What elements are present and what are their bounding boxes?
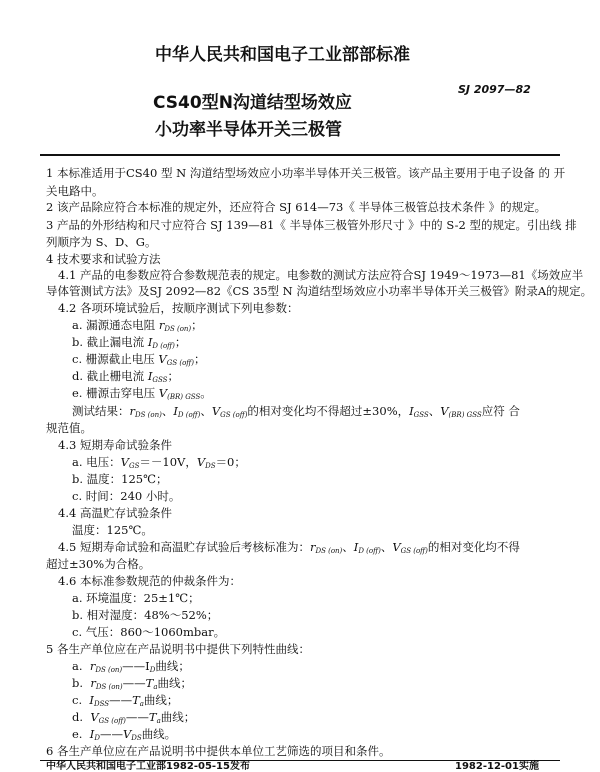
test-result-line1: 测试结果：$r_{DS (on)}$、$I_{D (off)}$、$V_{GS (off)}$的相对变化均不得超过±30%，$I_{GSS}$、$V_{(BR) GSS}$应符 合 bbox=[72, 404, 520, 419]
clause-4-1-line2: 导体管测试方法》及SJ 2092—82《CS 35型 N 沟道结型场效应小功率半导体开关三极管》附录A的规定。 bbox=[46, 284, 593, 298]
life-test-temperature: b. 温度：125℃； bbox=[72, 472, 168, 486]
issuer-title: 中华人民共和国电子工业部部标准 bbox=[155, 45, 410, 65]
storage-temperature: 温度：125℃。 bbox=[72, 523, 153, 537]
life-test-time: c. 时间：240 小时。 bbox=[72, 489, 181, 503]
clause-4: 4 技术要求和试验方法 bbox=[46, 252, 161, 266]
clause-1-line2: 关电路中。 bbox=[46, 184, 104, 198]
clause-3-line2: 列顺序为 S、D、G。 bbox=[46, 235, 157, 249]
curve-e: e. $I_D——V_{DS}$曲线。 bbox=[72, 727, 177, 742]
param-e: e. 栅源击穿电压 $V_{(BR) GSS}$。 bbox=[72, 386, 212, 401]
effective-date: 1982-12-01实施 bbox=[455, 761, 539, 772]
clause-3-line1: 3 产品的外形结构和尺寸应符合 SJ 139—81《 半导体三极管外形尺寸 》中的 S-2 型的规定。引出线 排 bbox=[46, 218, 577, 232]
arbitration-humidity: b. 相对湿度：48%～52%； bbox=[72, 608, 219, 622]
param-d: d. 截止栅电流 $I_{GSS}$； bbox=[72, 369, 179, 384]
param-b: b. 截止漏电流 $I_{D (off)}$； bbox=[72, 335, 187, 350]
clause-2: 2 该产品除应符合本标准的规定外，还应符合 SJ 614—73《 半导体三极管总技术条件 》的规定。 bbox=[46, 200, 547, 214]
clause-1-line1: 1 本标准适用于CS40 型 N 沟道结型场效应小功率半导体开关三极管。该产品主要用于电子设备 的 开 bbox=[46, 166, 566, 180]
curve-a: a. $r_{DS (on)}——I_D$曲线； bbox=[72, 659, 190, 674]
clause-4-4: 4.4 高温贮存试验条件 bbox=[58, 506, 172, 520]
curve-d: d. $V_{GS (off)}——T_a$曲线； bbox=[72, 710, 196, 725]
clause-4-5-line2: 超过±30%为合格。 bbox=[46, 557, 151, 571]
document-title-line1: CS40型N沟道结型场效应 bbox=[153, 93, 352, 113]
life-test-voltage: a. 电压：$V_{GS}=-10V$，$V_{DS}=0$； bbox=[72, 455, 246, 470]
test-result-line2: 规范值。 bbox=[46, 421, 92, 435]
arbitration-pressure: c. 气压：860～1060mbar。 bbox=[72, 625, 226, 639]
param-a: a. 漏源通态电阻 $r_{DS (on)}$； bbox=[72, 318, 203, 333]
standard-number: SJ 2097—82 bbox=[458, 83, 531, 96]
param-c: c. 栅源截止电压 $V_{GS (off)}$； bbox=[72, 352, 206, 367]
clause-4-1-line1: 4.1 产品的电参数应符合参数规范表的规定。电参数的测试方法应符合SJ 1949～1973—81《场效应半 bbox=[58, 268, 584, 282]
document-title-line2: 小功率半导体开关三极管 bbox=[155, 120, 342, 140]
header-rule bbox=[40, 154, 560, 156]
publish-date: 中华人民共和国电子工业部1982-05-15发布 bbox=[46, 761, 250, 772]
clause-6: 6 各生产单位应在产品说明书中提供本单位工艺筛选的项目和条件。 bbox=[46, 744, 391, 758]
clause-4-2: 4.2 各项环境试验后，按顺序测试下列电参数： bbox=[58, 301, 299, 315]
curve-c: c. $I_{DSS}——T_a$曲线； bbox=[72, 693, 179, 708]
clause-4-6: 4.6 本标准参数规范的仲裁条件为： bbox=[58, 574, 241, 588]
curve-b: b. $r_{DS (on)}——T_a$曲线； bbox=[72, 676, 193, 691]
arbitration-temperature: a. 环境温度：25±1℃； bbox=[72, 591, 200, 605]
clause-4-3: 4.3 短期寿命试验条件 bbox=[58, 438, 172, 452]
clause-4-5-line1: 4.5 短期寿命试验和高温贮存试验后考核标准为：$r_{DS (on)}$、$I_{D (off)}$、$V_{GS (off)}$的相对变化均不得 bbox=[58, 540, 520, 555]
clause-5: 5 各生产单位应在产品说明书中提供下列特性曲线： bbox=[46, 642, 310, 656]
